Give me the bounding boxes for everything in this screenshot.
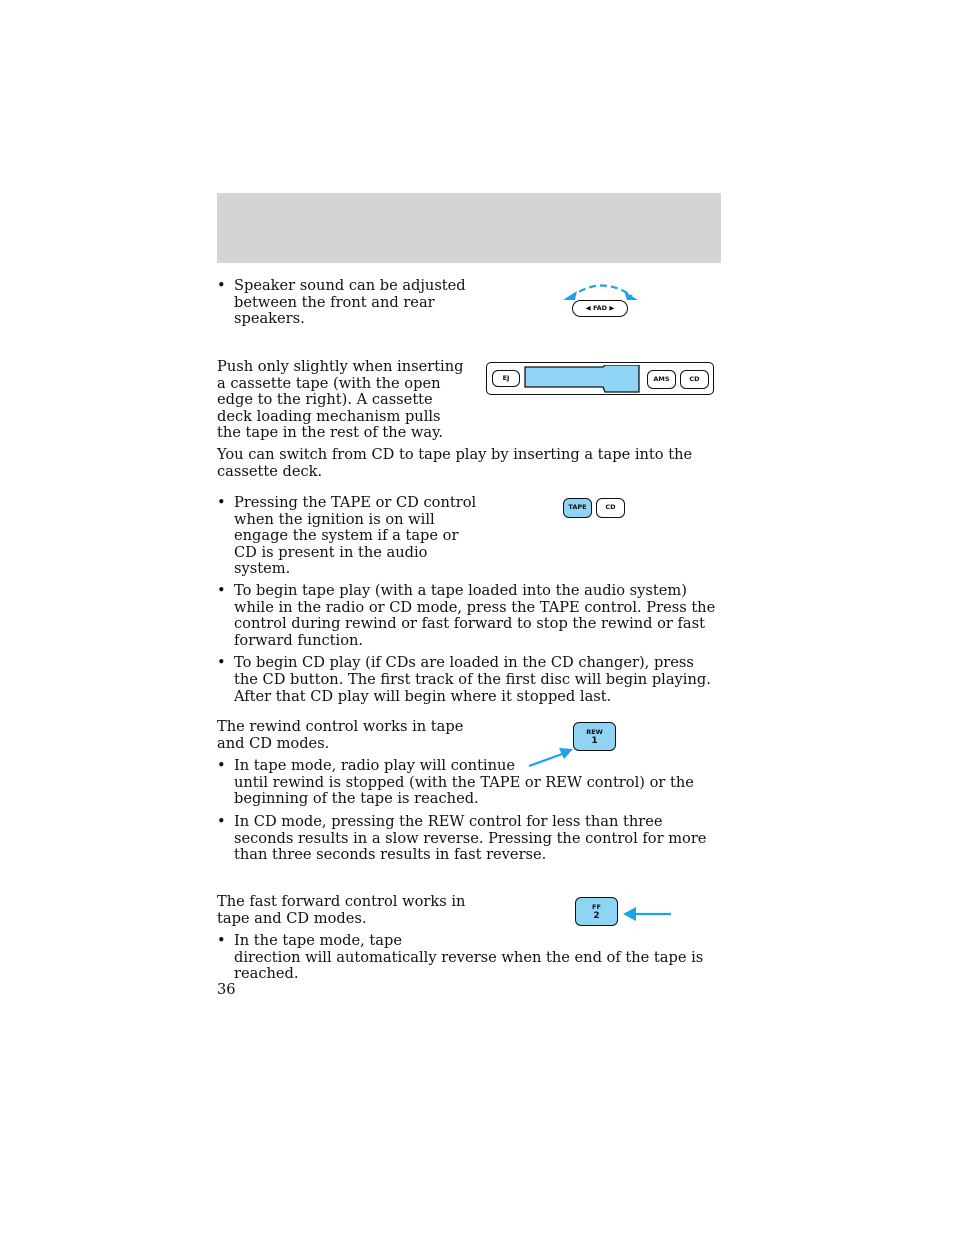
rew-button[interactable] <box>573 722 616 751</box>
cassette-para-1: Push only slightly when inserting a cassette tape (with the open edge to the right). A cassette deck loading mechanism pulls the tape in the rest of the way. <box>217 358 464 442</box>
rew-button-label: REW <box>586 728 603 736</box>
ff-bullet-1: In the tape mode, tape direction will automatically reverse when the end of the tape is reached. <box>234 932 704 983</box>
ff-button-label: FF <box>592 903 601 911</box>
fade-control-figure <box>560 278 645 322</box>
header-band <box>217 193 721 263</box>
rewind-intro: The rewind control works in tape and CD modes. <box>217 718 464 752</box>
bullet-dot: • <box>217 654 226 672</box>
rewind-bullet-2: In CD mode, pressing the REW control for less than three seconds results in a slow reverse. Pressing the control for more than three seconds results in fast reverse. <box>234 812 707 864</box>
tape-cd-bullet-2: To begin tape play (with a tape loaded into the audio system) while in the radio or CD mode, press the TAPE control. Press the control during rewind or fast forward to stop the rewind or fast forward function. <box>234 581 716 649</box>
ff-intro: The fast forward control works in tape and CD modes. <box>217 893 466 927</box>
cd-button[interactable] <box>596 498 625 518</box>
cassette-slot-icon <box>524 365 644 393</box>
ff-pointer-arrow-icon <box>621 906 673 922</box>
fade-bullet <box>217 278 467 328</box>
tape-cd-bullet-3: To begin CD play (if CDs are loaded in the CD changer), press the CD button. The first track of the first disc will begin playing. After that CD play will begin where it stopped last. <box>234 654 711 705</box>
bullet-dot: • <box>217 932 226 950</box>
tape-button-label: TAPE <box>568 503 587 511</box>
ams-button-label: AMS <box>653 375 670 383</box>
ff-button[interactable] <box>575 897 618 926</box>
bullet-dot: • <box>217 757 226 775</box>
cassette-deck-figure <box>486 362 714 395</box>
cassette-para-2: You can switch from CD to tape play by inserting a tape into the cassette deck. <box>217 445 693 480</box>
deck-cd-button[interactable] <box>680 370 709 389</box>
tape-cd-bullet-1: Pressing the TAPE or CD control when the ignition is on will engage the system if a tape or CD is present in the audio system. <box>234 494 477 578</box>
rewind-bullet-1: In tape mode, radio play will continue until rewind is stopped (with the TAPE or REW control) or the beginning of the tape is reached. <box>234 757 694 808</box>
fade-bullet-text: Speaker sound can be adjusted between the front and rear speakers. <box>234 277 466 328</box>
bullet-dot: • <box>217 812 226 830</box>
rew-pointer-arrow-icon <box>527 746 577 770</box>
bullet-dot: • <box>217 494 226 511</box>
eject-button[interactable] <box>492 370 520 387</box>
tape-button[interactable] <box>563 498 592 518</box>
cd-button-label: CD <box>605 503 616 511</box>
bullet-dot: • <box>217 581 226 599</box>
ams-button[interactable] <box>647 370 676 389</box>
eject-button-label: EJ <box>502 374 510 382</box>
fade-button[interactable] <box>572 300 628 317</box>
right-arrow-icon: ▶ <box>609 304 615 312</box>
rew-button-number: 1 <box>591 736 598 746</box>
fade-button-label: FAD <box>592 304 608 312</box>
ff-button-number: 2 <box>593 911 600 921</box>
tape-cd-section <box>217 495 722 705</box>
deck-cd-button-label: CD <box>689 375 700 383</box>
left-arrow-icon: ◀ <box>585 304 591 312</box>
rewind-section <box>217 719 722 864</box>
bullet-dot: • <box>217 277 226 294</box>
page-number: 36 <box>217 981 236 998</box>
